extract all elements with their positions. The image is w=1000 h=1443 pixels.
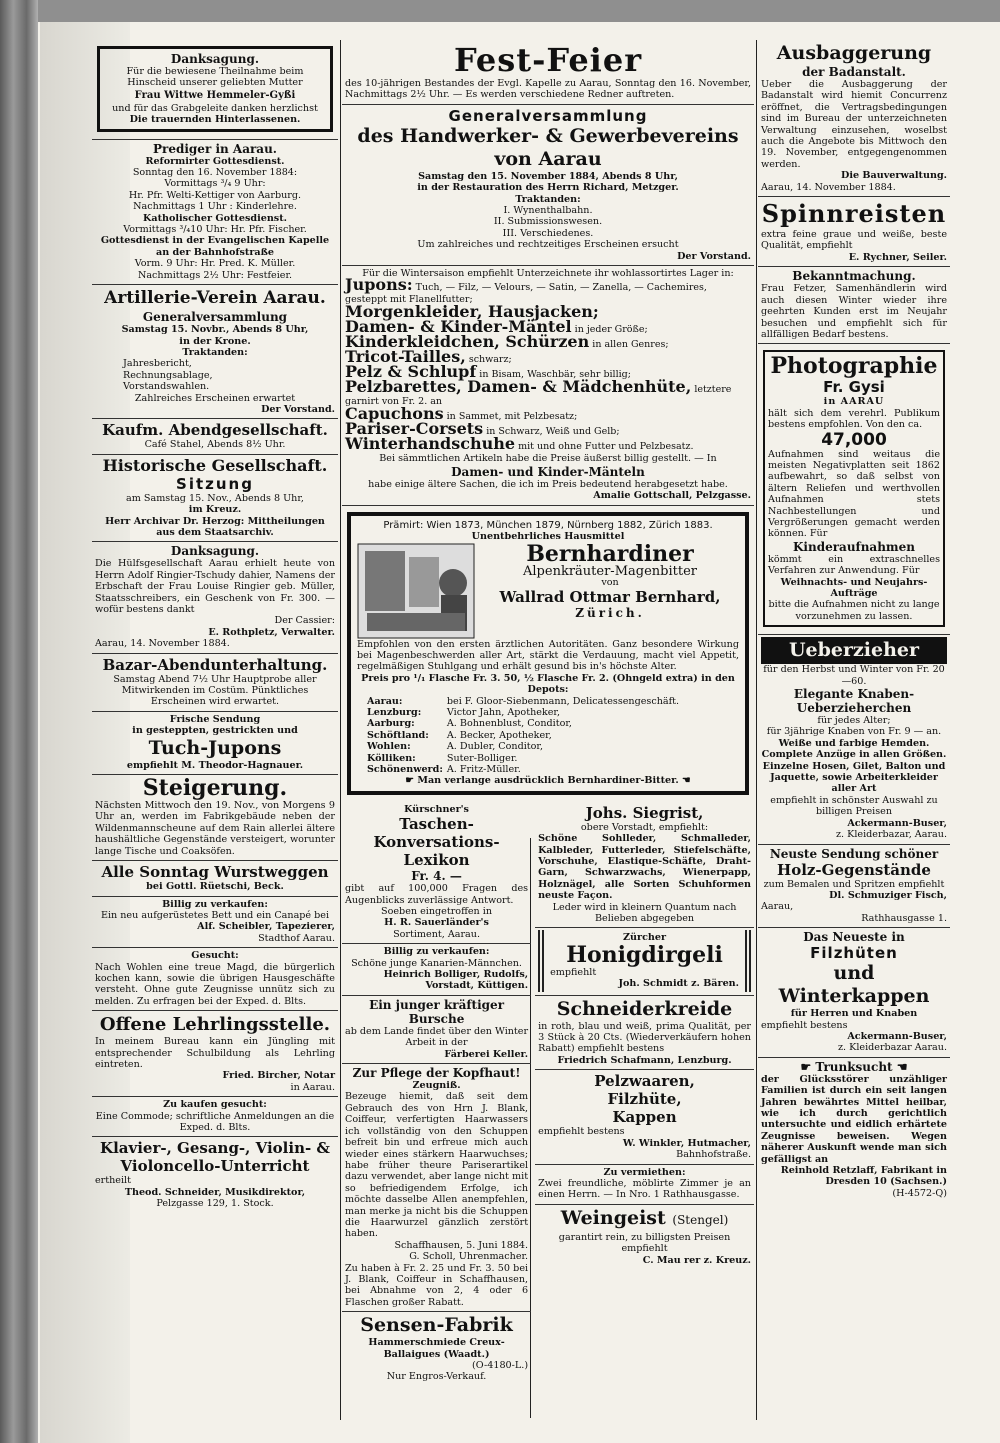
ad-body: Aufnahmen sind weitaus die meisten Negativplatten seit 1862 aufbewahrt, so daß selbst von ältern Reliefen und werthvollen Aufnahmen stets Nachbestellungen und Vergrößerungen gemacht werden können. Für: [768, 448, 940, 540]
ad-maker: Wallrad Ottmar Bernhard,: [499, 588, 721, 607]
ad-lehrling: [92, 1011, 338, 1097]
ad-body: kömmt ein extraschnelles Verfahren zur Anwendung. Für: [768, 553, 940, 577]
ad-body: Die Hülfsgesellschaft Aarau erhielt heute von Herrn Adolf Ringier-Tschudy dahier, Namens der Erbschaft der Frau Louise Ringier geb. Müller, Staatsschreibers, ein Geschenk von Fr. 300. — wofür bestens dankt: [95, 558, 335, 615]
ad-signature: Stadthof Aarau.: [258, 932, 335, 944]
ad-honigdirgeli: [535, 928, 754, 995]
ad-date: Schaffhausen, 5. Juni 1884.: [394, 1239, 529, 1251]
ad-title: Bekanntmachung.: [792, 269, 916, 284]
list-item: Pariser-Corsets in Schwarz, Weiß und Gelb;: [345, 419, 620, 439]
ad-signature: Sortiment, Aarau.: [393, 928, 481, 940]
ad-kaufen-gesucht: [92, 1097, 338, 1137]
ad-body: hält sich dem verehrl. Publikum bestens empfohlen. Von den ca.: [768, 407, 940, 431]
ad-date: Aarau, 14. November 1884.: [95, 638, 230, 650]
ad-signature: Der Vorstand.: [677, 250, 751, 262]
ad-generalversammlung: [342, 105, 754, 266]
ad-ausbaggerung: [758, 40, 950, 197]
ad-signature: Pelzgasse 129, 1. Stock.: [156, 1198, 274, 1210]
ad-siegrist: [535, 802, 754, 929]
ad-body: Frau Fetzer, Samenhändlerin wird auch diesen Winter wieder ihre geehrten Kunden erst im Neujahr besuchen und empfiehlt sich für allfälligen Bedarf bestens.: [761, 283, 947, 340]
ad-signature: in Aarau.: [290, 1081, 335, 1093]
ad-title: Alle Sonntag Wurstweggen: [101, 863, 329, 882]
list-item: Damen- & Kinder-Mäntel in jeder Größe;: [345, 317, 648, 337]
list-item: Pelz & Schlupf in Bisam, Waschbär, sehr billig;: [345, 362, 631, 382]
ad-title: Kappen: [612, 1108, 677, 1127]
ad-line: Jahresbericht,: [123, 358, 192, 370]
ad-body: und für das Grabgeleite danken herzlichst: [112, 102, 318, 114]
ad-body: extra feine graue und weiße, beste Qualität, empfiehlt: [761, 229, 947, 252]
ad-historische: [92, 455, 338, 543]
ad-festfeier: [342, 40, 754, 105]
ad-vermiethen: [535, 1165, 754, 1205]
ad-line: Kürschner's: [404, 803, 469, 815]
ad-title: Fest-Feier: [453, 41, 643, 79]
ad-line: Einzelne Hosen, Gilet, Balton und Jaquette, sowie Arbeiterkleider aller Art: [762, 760, 946, 795]
ad-signature: Der Cassier:: [274, 615, 335, 627]
ad-signature: Reinhold Retzlaff, Fabrikant in Dresden 10 (Sachsen.): [780, 1165, 947, 1188]
ad-bekanntmachung: [758, 267, 950, 344]
ad-title: Tuch-Jupons: [148, 736, 282, 759]
ad-line: I. Wynenthalbahn.: [503, 205, 593, 217]
ad-title: Pelzwaaren,: [594, 1072, 695, 1091]
ad-title: Filzhüten: [810, 944, 898, 963]
ad-bernhardiner: [342, 506, 754, 802]
ad-title: Artillerie-Verein Aarau.: [104, 288, 326, 309]
ad-body: Schöne Sohlleder, Schmalleder, Kalbleder, Futterleder, Stiefelschäfte, Vorschuhe, Elastique-Schäfte, Draht-Garn, Schwarzwachs, Wienerpapp, Holznägel, alle Sorten Schuhformen neuste Façon.: [538, 833, 751, 902]
ad-signature: Friedrich Schafmann, Lenzburg.: [557, 1054, 732, 1066]
ad-signature: Heinrich Bolliger, Rudolfs,: [383, 969, 529, 981]
ad-body: Zu haben à Fr. 2. 25 und Fr. 3. 50 bei J. Blank, Coiffeur in Schaffhausen, bei Abnahme von 2, 4 oder 6 Flaschen großer Rabatt.: [345, 1262, 529, 1308]
ad-signature: G. Scholl, Uhrenmacher.: [409, 1251, 529, 1263]
list-item: Jupons: Tuch, — Filz, — Velours, — Satin, — Zanella, — Cachemires, gesteppt mit Flanellfutter;: [345, 275, 707, 306]
ad-line: Frische Sendung: [169, 713, 261, 725]
ad-signature: Fried. Bircher, Notar: [222, 1070, 335, 1082]
ad-line: Hr. Pfr. Welti-Kettiger von Aarburg.: [128, 189, 302, 201]
ad-signature: Bahnhofstraße.: [676, 1149, 751, 1161]
ad-bazar: [92, 654, 338, 712]
ad-body: Eine Commode; schriftliche Anmeldungen an die Exped. d. Blts.: [95, 1110, 335, 1133]
ad-line: in der Krone.: [179, 335, 251, 347]
ad-name: Frau Wittwe Hemmeler-Gyßi: [134, 89, 296, 101]
ad-line: Traktanden:: [182, 346, 248, 358]
ad-body: In meinem Bureau kann ein Jüngling mit entsprechender Schulbildung als Lehrling eintreten.: [95, 1036, 335, 1070]
ad-body: Ueber die Ausbaggerung der Badanstalt wird hiemit Concurrenz eröffnet, die Vertragsbedingungen sind im Bureau der unterzeichneten Verwaltung einzusehen, woselbst auch die Angebote bis Mittwoch den 19. November, entgegengenommen werden.: [761, 79, 947, 170]
ad-line: Samstag den 15. November 1884, Abends 8 Uhr,: [418, 170, 678, 182]
ad-filzhueten: [758, 928, 950, 1058]
ad-title: Danksagung.: [170, 52, 260, 66]
ad-body: empfiehlt in schönster Auswahl zu billigen Preisen: [770, 794, 938, 818]
ad-ueberzieher: [758, 635, 950, 844]
ad-line: Vormittags ³/₄10 Uhr: Hr. Pfr. Fischer.: [123, 224, 307, 236]
ad-body: Ein neu aufgerüstetes Bett und ein Canapé bei: [100, 909, 330, 921]
column-rule: [340, 40, 341, 1420]
ad-signature: C. Mau rer z. Kreuz.: [642, 1254, 751, 1266]
ad-signature: Ackermann-Buser,: [847, 817, 947, 829]
ad-subtitle: Reformirter Gottesdienst.: [145, 155, 285, 167]
ad-body: der Glücksstörer unzähliger Familien ist durch ein seit langen Jahren bewährtes Mittel heilbar, wie ich durch gerichtlich untersuchte und eidlich erhärtete Zeugnisse beweisen. Wegen näherer Auskunft wende man sich gefälligst an: [761, 1073, 947, 1165]
ad-signature: Dl. Schmuziger Fisch,: [829, 889, 947, 901]
ad-line: Das Neueste in: [803, 930, 905, 945]
ad-number: 47,000: [821, 429, 887, 450]
ad-title: Generalversammlung: [448, 106, 648, 125]
subcolumn-right: [533, 802, 754, 1386]
ad-signature: z. Kleiderbazar, Aarau.: [836, 829, 947, 841]
ad-signature: empfiehlt M. Theodor-Hagnauer.: [126, 759, 304, 771]
ad-subtitle: Generalversammlung: [142, 310, 288, 325]
ad-subtitle: Zeugniß.: [412, 1080, 461, 1092]
ad-line: von: [601, 576, 619, 588]
ad-line: Rechnungsablage,: [123, 369, 213, 381]
monk-illustration: [357, 543, 475, 639]
ad-body: bitte die Aufnahmen nicht zu lange vorzunehmen zu lassen.: [768, 599, 940, 622]
ad-line: in gesteppten, gestrickten und: [132, 725, 298, 737]
ad-title: Schneiderkreide: [556, 997, 733, 1020]
ad-verkaufen: [92, 897, 338, 949]
ad-title: Kaufm. Abendgesellschaft.: [102, 421, 328, 440]
ad-danksagung-1: [92, 40, 338, 140]
ad-title: Weingeist (Stengel): [560, 1206, 729, 1229]
ad-signature: Rathhausgasse 1.: [861, 912, 947, 924]
ad-tuch-jupons: [92, 712, 338, 775]
ad-body: Bezeuge hiemit, daß seit dem Gebrauch des von Hrn J. Blank, Coiffeur, verfertigten Haarwassers ich vollständig von den Schuppen befreit bin und erfreue mich auch wieder eines stärkern Haarwuchses; habe früher theure Pariserartikel dazu verwendet, aber lange nicht mit so befriedigendem Erfolge, ich möchte dasselbe Allen anempfehlen, man merke ja nicht bis die Schuppen die Haarwurzel gänzlich zerstört haben.: [345, 1091, 529, 1240]
ad-price: Preis pro ¹/₁ Flasche Fr. 3. 50, ½ Flasche Fr. 2. (Ohngeld extra) in den Depots:: [361, 672, 735, 696]
ad-line: Neuste Sendung schöner: [769, 846, 939, 861]
ad-title: Offene Lehrlingsstelle.: [99, 1014, 331, 1036]
list-item: Kinderkleidchen, Schürzen in allen Genres;: [345, 332, 669, 352]
ad-signature: Joh. Schmidt z. Bären.: [618, 978, 739, 990]
ad-body: für jedes Alter;: [817, 715, 891, 727]
ad-wintersaison: [342, 266, 754, 506]
ad-line: ertheilt: [95, 1175, 131, 1187]
ad-line: Sonntag den 16. November 1884:: [132, 167, 298, 179]
ad-subtitle: Weihnachts- und Neujahrs-Aufträge: [780, 576, 928, 599]
ad-title: Historische Gesellschaft.: [102, 455, 328, 475]
ad-title: Holz-Gegenstände: [777, 860, 931, 879]
ad-body: habe einige ältere Sachen, die ich im Preis bedeutend herabgesetzt habe.: [368, 478, 728, 490]
ad-signature: bei Gottl. Rüetschi, Beck.: [146, 881, 284, 893]
ad-artillerie: [92, 285, 338, 419]
ad-line: Vorstandswahlen.: [123, 381, 210, 393]
ad-signature: W. Winkler, Hutmacher,: [622, 1137, 751, 1149]
ad-title: Spinnreisten: [761, 199, 947, 229]
ad-title: Ein junger kräftiger Bursche: [369, 997, 505, 1026]
ad-signature: Der Vorstand.: [261, 403, 335, 415]
ad-title: Steigerung.: [142, 775, 288, 802]
ad-title: ☛ Trunksucht ☚: [800, 1059, 908, 1074]
ad-signature: z. Kleiderbazar Aarau.: [838, 1042, 947, 1054]
ad-signature: Theod. Schneider, Musikdirektor,: [124, 1186, 306, 1198]
ad-schneiderkreide: [535, 996, 754, 1071]
ad-signature: Ackermann-Buser,: [847, 1030, 947, 1042]
ad-code: (O-4180-L.): [472, 1360, 529, 1371]
ad-body: Bei sämmtlichen Artikeln habe die Preise äußerst billig gestellt. — In: [379, 453, 717, 465]
ad-subtitle: der Badanstalt.: [802, 65, 906, 79]
ad-title: Bazar-Abendunterhaltung.: [102, 655, 328, 674]
ad-line: empfiehlt: [550, 966, 597, 978]
ad-subtitle: Katholischer Gottesdienst.: [143, 212, 287, 224]
ad-line: Traktanden:: [515, 193, 581, 205]
ad-title: des Handwerker- & Gewerbevereins von Aarau: [357, 124, 739, 170]
ad-line: Zahlreiches Erscheinen erwartet: [134, 392, 296, 404]
ad-title: Gesucht:: [191, 950, 239, 962]
ad-title: Johs. Siegrist,: [585, 803, 704, 822]
ad-bursche: [342, 996, 531, 1064]
list-item: Pelzbarettes, Damen- & Mädchenhüte, letztere garnirt von Fr. 2. an: [345, 377, 732, 408]
list-item: Winterhandschuhe mit und ohne Futter und Pelzbesatz.: [345, 434, 694, 454]
ad-title: und Winterkappen: [778, 962, 930, 1008]
ad-line: Samstag 15. Novbr., Abends 8 Uhr,: [121, 324, 309, 336]
ad-subtitle: Gottesdienst in der Evangelischen Kapelle an der Bahnhofstraße: [100, 235, 330, 258]
ad-line: Vormittags ³/₄ 9 Uhr:: [164, 178, 266, 190]
ad-pelzwaaren: [535, 1070, 754, 1164]
ad-lexikon: [342, 802, 531, 944]
depot-list: Aarau: bei F. Gloor-Siebenmann, Delicatessengeschäft. Lenzburg: Victor Jahn, Apotheker, Aarburg: A. Bohnenblust, Conditor, Schöftland: A. Becker, Apotheker, Wohlen: A. Dubler, Conditor, Kölliken: Suter-Bolliger. Schönenwerd: A. Fritz-Müller.: [367, 695, 680, 775]
ad-title: Prediger in Aarau.: [152, 141, 277, 156]
ad-body: gibt auf 100,000 Fragen des Augenblicks zuverlässige Antwort.: [345, 883, 529, 906]
ad-title: Zur Pflege der Kopfhaut!: [352, 1066, 521, 1081]
ad-body: Leder wird in kleinern Quantum nach Belieben abgegeben: [552, 901, 737, 925]
ad-city: in AARAU: [823, 396, 885, 408]
ad-title: Ausbaggerung: [776, 42, 932, 64]
ad-kanarien: [342, 944, 531, 996]
book-binding: [0, 0, 38, 1443]
ad-name: Fr. Gysi: [823, 378, 885, 397]
ad-subtitle: Damen- und Kinder-Mänteln: [451, 464, 645, 479]
ad-date: Aarau, 14. November 1884.: [761, 181, 896, 193]
ad-body: des 10-jährigen Bestandes der Evgl. Kapelle zu Aarau, Sonntag den 16. November, Nachmittags 2½ Uhr. — Es werden verschiedene Redner auftreten.: [345, 78, 751, 101]
ad-kaufm: [92, 419, 338, 454]
ad-signature: E. Rychner, Seiler.: [848, 251, 947, 263]
ad-body: Nur Engros-Verkauf.: [386, 1371, 487, 1383]
ad-line: Herr Archivar Dr. Herzog: Mittheilungen aus dem Staatsarchiv.: [105, 515, 325, 538]
ad-line: im Kreuz.: [188, 504, 242, 516]
list-item: Capuchons in Sammet, mit Pelzbesatz;: [345, 404, 578, 424]
ad-line: in der Restauration des Herrn Richard, Metzger.: [417, 182, 679, 194]
ad-line: Zürcher: [623, 932, 667, 944]
ad-title: Sensen-Fabrik: [360, 1314, 513, 1337]
ad-wurstweggen: [92, 861, 338, 896]
ad-holz: [758, 845, 950, 929]
ad-weingeist: [535, 1205, 754, 1269]
ad-body: empfiehlt bestens: [761, 1019, 848, 1031]
ad-line: Vorm. 9 Uhr: Hr. Pred. K. Müller.: [134, 258, 296, 270]
ad-title: Zu vermiethen:: [603, 1166, 686, 1178]
ad-price: Fr. 4. —: [411, 869, 462, 884]
ad-body: Für die bewiesene Theilnahme beim Hinscheid unserer geliebten Mutter: [126, 66, 304, 89]
ad-signature: Färberei Keller.: [444, 1048, 529, 1060]
ad-line: am Samstag 15. Nov., Abends 8 Uhr,: [126, 492, 304, 504]
ad-kopfhaut: [342, 1064, 531, 1312]
subcolumn-left: [342, 802, 533, 1386]
ad-title: Billig zu verkaufen:: [383, 946, 490, 958]
ad-signature: Die Bauverwaltung.: [841, 170, 947, 182]
ad-body: Schöne junge Kanarien-Männchen.: [351, 957, 522, 969]
column-right: [758, 40, 950, 1202]
ad-line: Weiße und farbige Hemden.: [778, 737, 930, 749]
ad-signature: Die trauernden Hinterlassenen.: [129, 114, 301, 126]
list-item: Tricot-Tailles, schwarz;: [345, 347, 512, 367]
ad-body: zum Bemalen und Spritzen empfiehlt: [763, 878, 945, 890]
ad-body: für den Herbst und Winter von Fr. 20—60.: [763, 664, 945, 687]
ad-body: Zwei freundliche, möblirte Zimmer je an einen Herrn. — In Nro. 1 Rathhausgasse.: [538, 1177, 751, 1201]
ad-body: garantirt rein, zu billigsten Preisen empfiehlt: [558, 1231, 731, 1255]
ad-signature: Amalie Gottschall, Pelzgasse.: [593, 490, 751, 502]
ad-line: Complete Anzüge in allen Größen.: [761, 749, 947, 761]
ad-title: Billig zu verkaufen:: [162, 898, 268, 910]
ad-city: Zürich.: [575, 606, 645, 621]
ad-line: Nachmittags 1 Uhr : Kinderlehre.: [133, 201, 297, 213]
ad-title: Photographie: [770, 353, 938, 380]
ad-spinnreisten: [758, 197, 950, 267]
ad-line: III. Verschiedenes.: [502, 227, 594, 239]
ad-body: Hammerschmiede Creux-Ballaigues (Waadt.): [368, 1337, 505, 1360]
ad-body: Samstag Abend 7½ Uhr Hauptprobe aller Mitwirkenden im Costüm. Pünktliches Erscheinen wird erwartet.: [113, 673, 317, 708]
ad-body: für 3jährige Knaben von Fr. 9 — an.: [766, 726, 942, 738]
ad-subtitle: Alpenkräuter-Magenbitter: [523, 563, 697, 579]
ad-line: empfiehlt bestens: [538, 1126, 625, 1138]
column-middle: [342, 40, 754, 1386]
ad-signature: H. R. Sauerländer's: [384, 917, 489, 929]
column-rule: [756, 40, 757, 1420]
ad-prediger: [92, 140, 338, 285]
ad-awards: Prämirt: Wien 1873, München 1879, Nürnberg 1882, Zürich 1883.: [383, 519, 713, 531]
ad-body: in roth, blau und weiß, prima Qualität, per 3 Stück à 20 Cts. (Wiederverkäufern hohen Rabatt) empfiehlt bestens: [538, 1020, 751, 1055]
ad-signature: Vorstadt, Küttigen.: [425, 980, 529, 992]
ad-gesucht: [92, 948, 338, 1011]
ad-line: Café Stahel, Abends 8½ Uhr.: [144, 439, 286, 451]
ad-body: ab dem Lande findet über den Winter Arbeit in der: [345, 1025, 529, 1049]
ad-title: Danksagung.: [170, 544, 260, 559]
ad-title: Filzhüte,: [607, 1090, 682, 1109]
ad-subtitle: Sitzung: [176, 474, 254, 493]
ad-subtitle: Kinderaufnahmen: [792, 539, 915, 554]
ad-signature: E. Rothpletz, Verwalter.: [208, 626, 335, 638]
ad-trunksucht: [758, 1058, 950, 1202]
ad-footer: ☛ Man verlange ausdrücklich Bernhardiner-Bitter. ☚: [405, 775, 691, 787]
ad-body: Empfohlen von den ersten ärztlichen Autoritäten. Ganz besondere Wirkung bei Magenbeschwerden aller Art, stärkt die Verdauung, macht viel Appetit, regelmäßigen Stuhlgang und erhält gesund bis in's höchste Alter.: [357, 638, 739, 673]
ad-line: II. Submissionswesen.: [493, 216, 603, 228]
ad-subtitle: Elegante Knaben-Ueberzieherchen: [793, 687, 915, 716]
column-left: [92, 40, 338, 1213]
ad-code: (H-4572-Q): [892, 1187, 947, 1199]
ad-danksagung-2: [92, 542, 338, 653]
ad-title: Ueberzieher: [761, 637, 947, 664]
ad-signature: Alf. Scheibler, Tapezierer,: [197, 921, 335, 933]
ad-title: Taschen-Konversations-Lexikon: [373, 815, 500, 870]
ad-line: Um zahlreiches und rechtzeitiges Erscheinen ersucht: [417, 239, 679, 251]
ad-sensen: [342, 1312, 531, 1386]
ad-unterricht: [92, 1137, 338, 1212]
ad-line: Nachmittags 2½ Uhr: Festfeier.: [137, 269, 293, 281]
list-item: Morgenkleider, Hausjacken;: [345, 302, 599, 322]
ad-steigerung: [92, 775, 338, 861]
ad-body: Soeben eingetroffen in: [381, 906, 493, 917]
ad-body: Für die Wintersaison empfiehlt Unterzeichnete ihr wohlassortirtes Lager in:: [362, 268, 734, 280]
ad-photographie: [758, 344, 950, 635]
ad-title: Zu kaufen gesucht:: [163, 1099, 267, 1111]
ad-title: Bernhardiner: [526, 540, 694, 567]
ad-title: Klavier-, Gesang-, Violin- & Violoncello-Unterricht: [100, 1139, 330, 1176]
ad-subtitle: Unentbehrliches Hausmittel: [471, 531, 625, 543]
ad-city: Aarau,: [761, 901, 794, 913]
ad-subtitle: obere Vorstadt, empfiehlt:: [580, 821, 709, 833]
ad-title: Honigdirgeli: [566, 941, 723, 968]
ad-body: für Herren und Knaben: [790, 1008, 918, 1020]
ad-body: Nach Wohlen eine treue Magd, die bürgerlich kochen kann, sowie die übrigen Hausgeschäfte versteht. Ohne gute Zeugnisse unnütz sich zu melden. Zu erfragen bei der Exped. d. Blts.: [95, 961, 335, 1007]
ad-body: Nächsten Mittwoch den 19. Nov., von Morgens 9 Uhr an, werden im Fabrikgebäude neben der Wildenmannscheune auf dem Rain allerlei ältere haushältliche Gegenstände versteigert, worunter lange Tische und Coaksöfen.: [95, 800, 335, 857]
